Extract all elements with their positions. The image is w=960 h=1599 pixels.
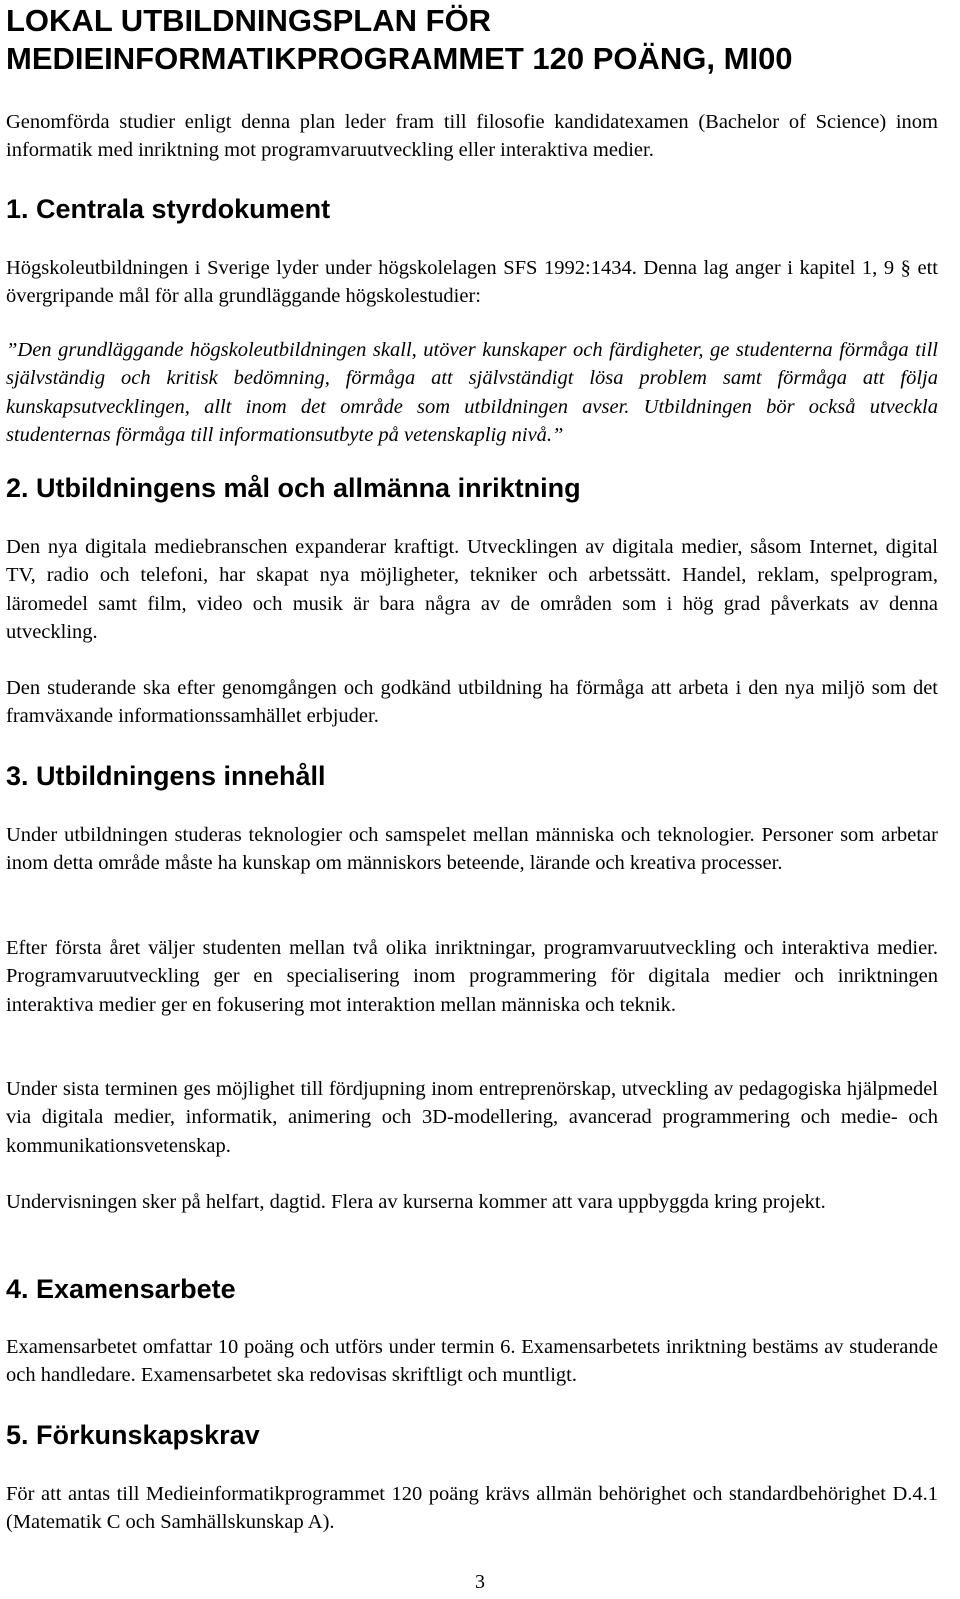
section-3-paragraph-2: Efter första året väljer studenten mellan två olika inriktningar, programvaruutveckling och interaktiva medier. Programvaruutveckling ger en specialisering inom programmering för digitala medier och inriktningen interaktiva medier ger en fokusering mot interaktion mellan människa och teknik.	[6, 937, 938, 1016]
section-3-paragraph-4: Undervisningen sker på helfart, dagtid. Flera av kurserna kommer att vara uppbyggda kring projekt.	[6, 1191, 826, 1213]
section-2-paragraph-2: Den studerande ska efter genomgången och godkänd utbildning ha förmåga att arbeta i den nya miljö som det framväxande informationssamhället erbjuder.	[6, 677, 938, 728]
section-heading-5: 5. Förkunskapskrav	[6, 1420, 260, 1450]
section-heading-2: 2. Utbildningens mål och allmänna inriktning	[6, 473, 581, 503]
section-4-paragraph-1: Examensarbetet omfattar 10 poäng och utförs under termin 6. Examensarbetets inriktning bestäms av studerande och handledare. Examensarbetet ska redovisas skriftligt och muntligt.	[6, 1336, 938, 1387]
section-5-paragraph-1: För att antas till Medieinformatikprogrammet 120 poäng krävs allmän behörighet och standardbehörighet D.4.1 (Matematik C och Samhällskunskap A).	[6, 1483, 938, 1534]
section-heading-3: 3. Utbildningens innehåll	[6, 761, 326, 791]
document-title: LOKAL UTBILDNINGSPLAN FÖR MEDIEINFORMATIKPROGRAMMET 120 POÄNG, MI00	[6, 3, 793, 76]
section-1-paragraph-1: Högskoleutbildningen i Sverige lyder under högskolelagen SFS 1992:1434. Denna lag anger i kapitel 1, 9 § ett övergripande mål för alla grundläggande högskolestudier:	[6, 257, 938, 308]
section-3-paragraph-1: Under utbildningen studeras teknologier och samspelet mellan människa och teknologier. Personer som arbetar inom detta område måste ha kunskap om människors beteende, lärande och kreativa processer.	[6, 824, 938, 875]
intro-paragraph: Genomförda studier enligt denna plan leder fram till filosofie kandidatexamen (Bachelor of Science) inom informatik med inriktning mot programvaruutveckling eller interaktiva medier.	[6, 111, 938, 162]
section-3-paragraph-3: Under sista terminen ges möjlighet till fördjupning inom entreprenörskap, utveckling av pedagogiska hjälpmedel via digitala medier, informatik, animering och 3D-modellering, avancerad programmering och medie- och kommunikationsvetenskap.	[6, 1078, 938, 1157]
section-heading-4: 4. Examensarbete	[6, 1274, 236, 1304]
section-1-quote: ”Den grundläggande högskoleutbildningen skall, utöver kunskaper och färdigheter, ge studenterna förmåga till självständig och kritisk bedömning, förmåga att självständigt lösa problem samt förmåga att följa kunskapsutvecklingen, allt inom det område som utbildningen avser. Utbildningen bör också utveckla studenternas förmåga till informationsutbyte på vetenskaplig nivå.”	[6, 339, 938, 447]
section-2-paragraph-1: Den nya digitala mediebranschen expanderar kraftigt. Utvecklingen av digitala medier, såsom Internet, digital TV, radio och telefoni, har skapat nya möjligheter, tekniker och arbetssätt. Handel, reklam, spelprogram, läromedel samt film, video och musik är bara några av de områden som i hög grad påverkats av denna utveckling.	[6, 536, 938, 644]
section-heading-1: 1. Centrala styrdokument	[6, 194, 331, 224]
page-number: 3	[475, 1571, 485, 1593]
